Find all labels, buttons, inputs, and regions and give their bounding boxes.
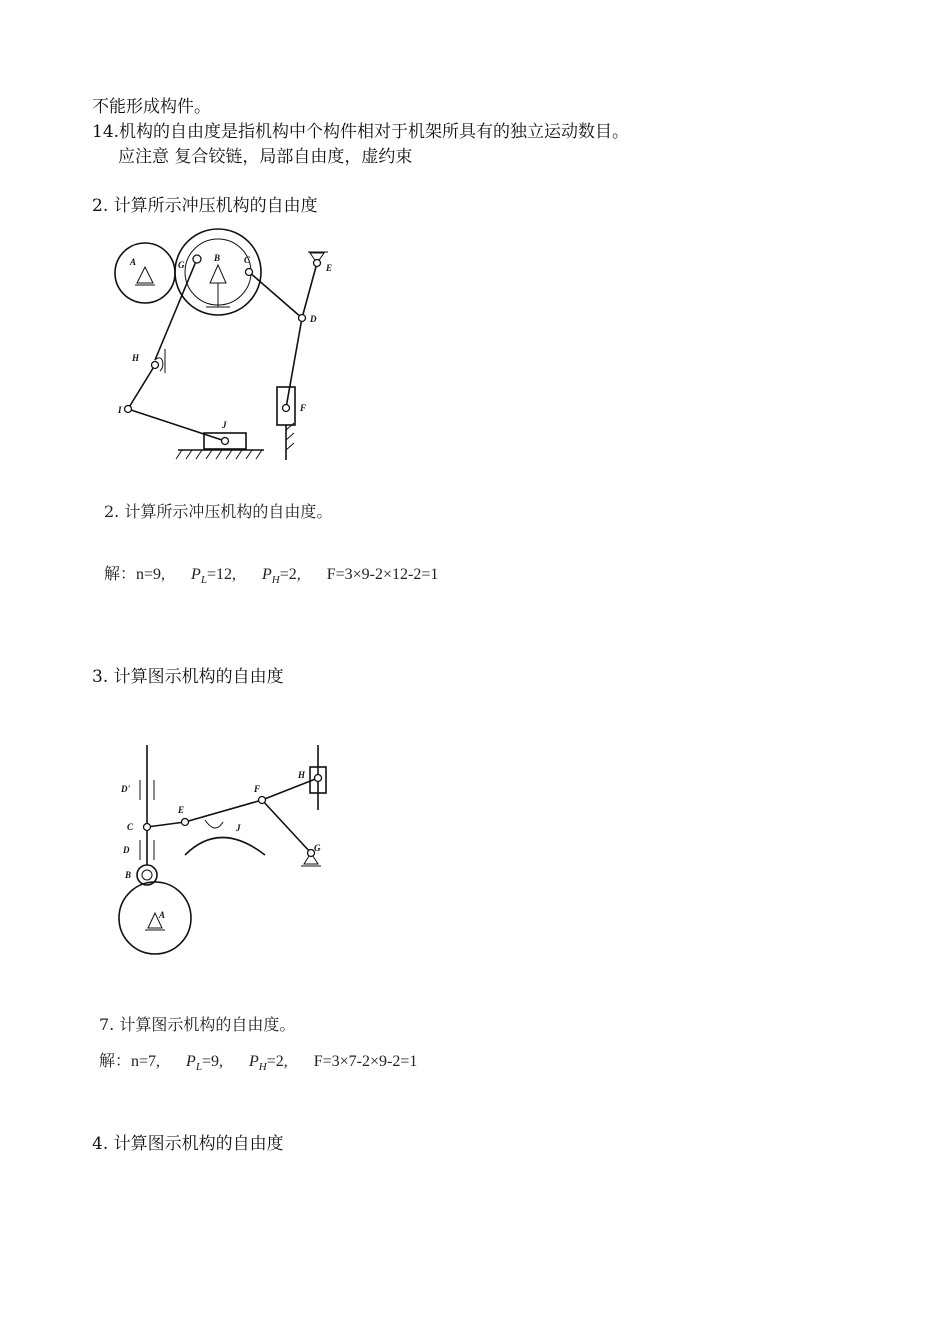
label-h: H — [298, 770, 306, 780]
pl-term: $P_L=12$, — [191, 566, 236, 587]
label-d: D — [310, 314, 317, 324]
label-g: G — [314, 843, 321, 853]
label-a: A — [130, 257, 137, 267]
problem3-caption: 7. 计算图示机构的自由度。 — [99, 1015, 296, 1034]
text-line-2: 14.机构的自由度是指机构中个构件相对于机架所具有的独立运动数目。 — [92, 122, 630, 142]
label-j: J — [236, 823, 241, 833]
ph-term: $P_H=2$, — [261, 566, 301, 587]
stamping-mechanism-figure — [110, 225, 350, 470]
solution-formula: F=3×9-2×12-2=1 — [326, 566, 439, 583]
problem4-heading: 4. 计算图示机构的自由度 — [92, 1134, 284, 1154]
solution-prefix: 解：n=9, — [104, 566, 166, 583]
solution-formula: F=3×7-2×9-2=1 — [313, 1053, 418, 1070]
label-d-prime: D' — [121, 784, 130, 794]
label-e: E — [178, 805, 185, 815]
problem2-solution — [104, 561, 460, 586]
label-d: D — [123, 845, 130, 855]
cam-linkage-figure — [115, 740, 345, 960]
text-line-1: 不能形成构件。 — [92, 97, 211, 117]
label-f: F — [300, 403, 307, 413]
label-h: H — [132, 353, 140, 363]
problem2-caption: 2. 计算所示冲压机构的自由度。 — [104, 502, 333, 521]
gear-a — [115, 243, 175, 303]
label-j: J — [222, 420, 227, 430]
problem3-solution — [99, 1048, 439, 1073]
label-g: G — [178, 260, 185, 270]
pl-term: $P_L=9$, — [186, 1053, 223, 1074]
label-b: B — [125, 870, 132, 880]
label-c: C — [244, 255, 251, 265]
solution-prefix: 解：n=7, — [99, 1053, 161, 1070]
ph-term: $P_H=2$, — [248, 1053, 288, 1074]
label-f: F — [254, 784, 261, 794]
problem3-heading: 3. 计算图示机构的自由度 — [92, 667, 284, 687]
label-c: C — [127, 822, 134, 832]
problem2-heading: 2. 计算所示冲压机构的自由度 — [92, 196, 318, 216]
label-b: B — [214, 253, 221, 263]
text-line-3: 应注意 复合铰链，局部自由度，虚约束 — [118, 147, 413, 167]
label-a: A — [159, 910, 166, 920]
label-e: E — [326, 263, 333, 273]
label-i: I — [118, 405, 122, 415]
